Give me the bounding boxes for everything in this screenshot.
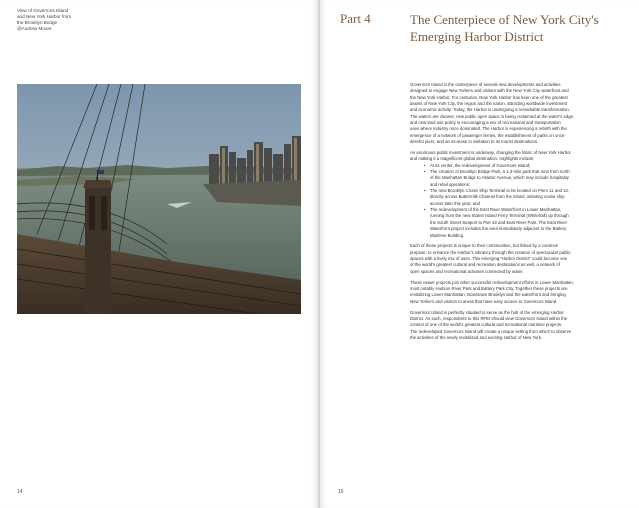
- page-title: [410, 11, 635, 45]
- text-line: • The creation of Brooklyn Bridge Park, a 1.3-mile park that runs from north: [430, 169, 570, 175]
- text-line: derelict piers, and an increase in visitation to its tourist destinations.: [410, 139, 539, 145]
- text-line: New Yorkers and visitors to areas that have easy access to Governors Island.: [410, 298, 558, 304]
- text-line: the activities of the newly revitalized and exciting Harbor of New York.: [410, 335, 543, 341]
- text-line: emergence of a network of passenger ferries, the establishment of parks on once-: [410, 132, 566, 138]
- text-line: and retail operations;: [430, 181, 471, 187]
- text-line: revitalizing Lower Manhattan, Downtown Brooklyn and the waterfront and bringing: [410, 292, 566, 298]
- text-line: and making it a magnificent global destination. Highlights include:: [410, 156, 535, 162]
- text-line: running from the new Staten Island Ferry Terminal (Whitehall) up through: [430, 213, 569, 219]
- text-line: the South Street Seaport to Pier 42 and East River Park. The East River: [430, 219, 568, 225]
- text-line: of the world's greatest cultural and recreation destinations as well, a network of: [410, 262, 560, 268]
- text-line: assets of New York City, the region and the nation, attracting worldwide investment: [410, 101, 568, 107]
- text-line: Governors Island is perfectly situated to serve as the hub of the emerging Harbor: [410, 309, 564, 315]
- text-line: and new land use policy is encouraging a mix of recreational and transportation: [410, 120, 561, 126]
- paragraph: [410, 280, 632, 305]
- text-line: • The redevelopment of the East River Waterfront in Lower Manhattan,: [430, 207, 562, 213]
- harbor-photo: [17, 84, 301, 314]
- text-line: of the Manhattan Bridge to Atlantic Avenue, which may include hospitality: [430, 175, 569, 181]
- part-label: Part 4: [340, 11, 371, 26]
- text-line: • At its center, the redevelopment of Governors Island;: [430, 162, 531, 168]
- text-line: District. As such, respondents to this RFEI should view Governors Island within the: [410, 316, 568, 322]
- caption-line: the Brooklyn Bridge: [17, 20, 58, 25]
- paragraph: [410, 150, 632, 163]
- text-line: uses where industry once dominated. The Harbor is experiencing a rebirth with the: [410, 126, 567, 132]
- photo-caption: [17, 8, 127, 32]
- right-page: [320, 0, 639, 508]
- text-line: designed to engage New Yorkers and visitors with the New York City waterfront and: [410, 88, 569, 94]
- text-line: directly across Buttermilk Channel from the Island, initiating cruise ship: [430, 194, 565, 200]
- text-line: • The new Brooklyn Cruise Ship Terminal to be located on Piers 11 and 12,: [430, 188, 570, 194]
- caption-line: View of Governors Island: [17, 8, 69, 13]
- text-line: Governors Island is the centerpiece of several new developments and activities: [410, 82, 561, 87]
- text-line: access later this year; and: [430, 200, 480, 206]
- body-text: [410, 82, 632, 346]
- text-line: The waters are cleaner, new public open space is being reclaimed at the water's edge,: [410, 113, 575, 119]
- text-line: the New York Harbor. For centuries, New York Harbor has been one of the greatest: [410, 94, 568, 100]
- text-line: purpose: to enhance the Harbor's vibrancy through the creation of spectacular public: [410, 249, 571, 255]
- title-line: The Centerpiece of New York City's: [410, 12, 599, 27]
- text-line: and economic activity. Today, the Harbor is undergoing a remarkable transformation.: [410, 107, 571, 113]
- text-line: Each of these projects is unique to their communities, but linked by a common: [410, 243, 559, 249]
- text-line: An enormous public investment is underway, changing the fabric of New York Harbor: [410, 150, 571, 156]
- list-item: [410, 169, 632, 188]
- text-line: most notably Hudson River Park and Battery Park City. Together these projects are: [410, 286, 568, 292]
- list-item: [410, 188, 632, 207]
- page-number: 15: [338, 489, 344, 495]
- paragraph: [410, 243, 632, 275]
- page-number: 14: [17, 489, 23, 495]
- text-line: The redeveloped Governors Island will create a unique setting from which to observe: [410, 328, 572, 334]
- title-line: Emerging Harbor District: [410, 29, 544, 44]
- caption-line: and New York Harbor from: [17, 14, 72, 19]
- text-line: Waterfront project includes the area immediately adjacent to the Battery: [430, 226, 567, 232]
- text-line: These newer projects join other successful redevelopment efforts in Lower Manhattan,: [410, 279, 575, 285]
- paragraph: [410, 310, 632, 342]
- text-line: open spaces and recreational activities connected by water.: [410, 268, 524, 274]
- text-line: spaces with a lively mix of uses. This emerging "Harbor District" could become one: [410, 256, 568, 262]
- list-item: [410, 207, 632, 239]
- text-line: context of one of the world's greatest cultural and recreational maritime projects.: [410, 322, 563, 328]
- highlights-list: [410, 163, 632, 239]
- text-line: Maritime Building.: [430, 232, 465, 238]
- left-page: [0, 0, 318, 508]
- paragraph: [410, 82, 632, 145]
- caption-line: @Andrew Moore: [17, 26, 52, 31]
